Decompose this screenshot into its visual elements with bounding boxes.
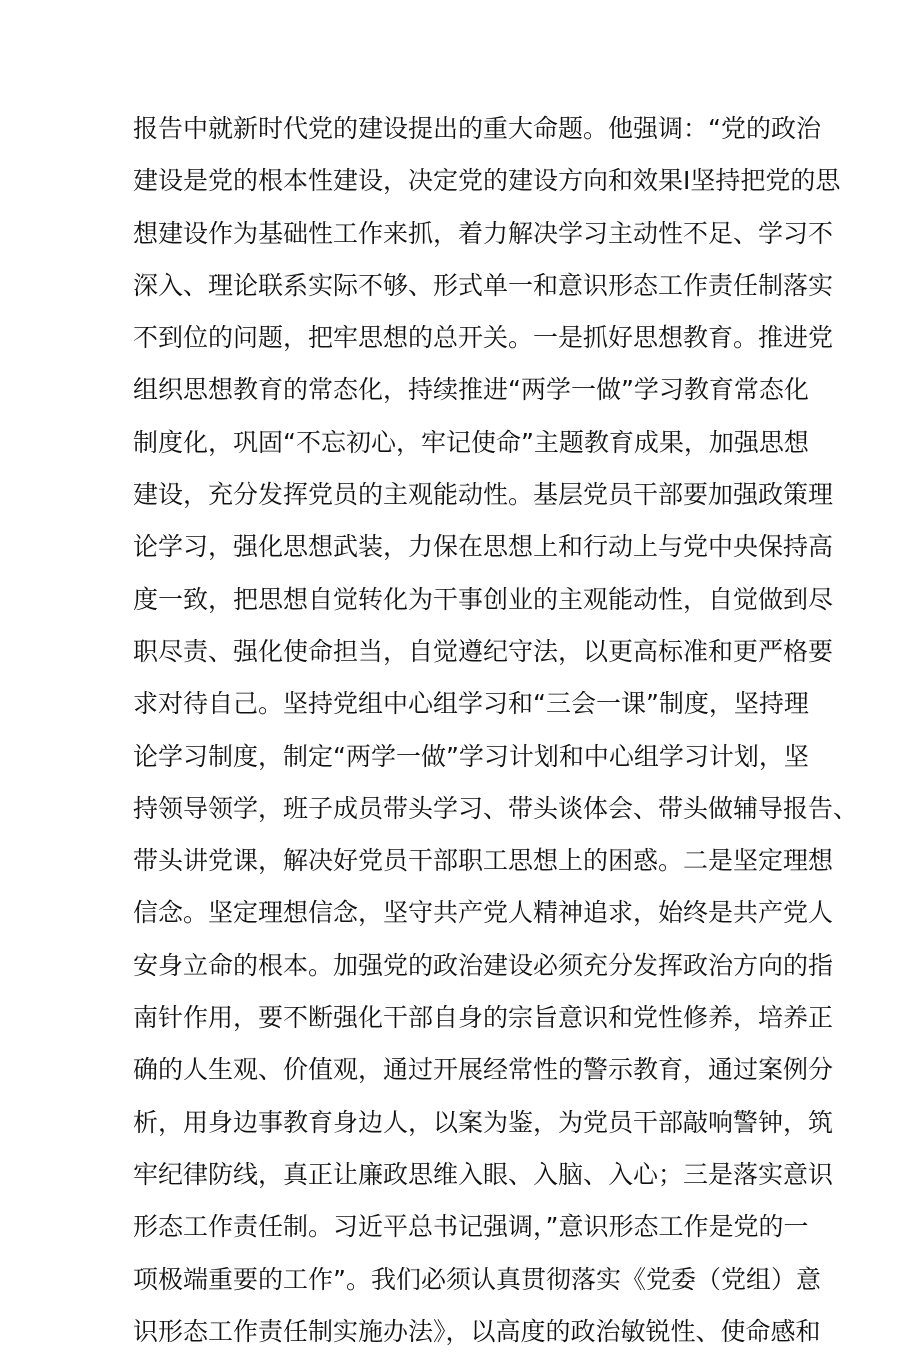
text-line-21: 牢纪律防线，真正让廉政思维入眼、入脑、入心；三是落实意识 (133, 1159, 834, 1189)
text-line-13: 论学习制度，制定“两学一做”学习计划和中心组学习计划，坚 (133, 741, 809, 771)
text-line-2: 建设是党的根本性建设，决定党的建设方向和效果I坚持把党的思 (133, 166, 841, 196)
text-line-4: 深入、理论联系实际不够、形式单一和意识形态工作责任制落实 (133, 270, 834, 300)
text-line-9: 论学习，强化思想武装，力保在思想上和行动上与党中央保持高 (133, 532, 834, 562)
text-line-5: 不到位的问题，把牢思想的总开关。一是抓好思想教育。推进党 (133, 323, 834, 353)
text-line-12: 求对待自己。坚持党组中心组学习和“三会一课”制度，坚持理 (133, 689, 809, 719)
text-line-16: 信念。坚定理想信念，坚守共产党人精神追求，始终是共产党人 (133, 898, 834, 928)
text-line-22: 形态工作责任制。习近平总书记强调，”意识形态工作是党的一 (133, 1212, 809, 1242)
text-line-17: 安身立命的根本。加强党的政治建设必须充分发挥政治方向的指 (133, 950, 834, 980)
text-line-23: 项极端重要的工作”。我们必须认真贯彻落实《党委（党组）意 (133, 1264, 821, 1294)
text-line-24: 识形态工作责任制实施办法》，以高度的政治敏锐性、使命感和 (133, 1316, 821, 1346)
text-line-18: 南针作用，要不断强化干部自身的宗旨意识和党性修养，培养正 (133, 1003, 834, 1033)
text-line-7: 制度化，巩固“不忘初心，牢记使命”主题教育成果，加强思想 (133, 427, 809, 457)
text-line-11: 职尽责、强化使命担当，自觉遵纪守法，以更高标准和更严格要 (133, 636, 834, 666)
text-line-10: 度一致，把思想自觉转化为干事创业的主观能动性，自觉做到尽 (133, 584, 834, 614)
text-line-6: 组织思想教育的常态化，持续推进“两学一做”学习教育常态化 (133, 375, 809, 405)
text-line-1: 报告中就新时代党的建设提出的重大命题。他强调：“党的政治 (133, 114, 821, 143)
body-paragraph (133, 103, 859, 1358)
text-line-19: 确的人生观、价值观，通过开展经常性的警示教育，通过案例分 (133, 1055, 834, 1085)
text-line-3: 想建设作为基础性工作来抓，着力解决学习主动性不足、学习不 (133, 218, 834, 248)
text-line-15: 带头讲党课，解决好党员干部职工思想上的困惑。二是坚定理想 (133, 846, 834, 876)
text-line-8: 建设，充分发挥党员的主观能动性。基层党员干部要加强政策理 (133, 480, 834, 510)
text-line-20: 析，用身边事教育身边人，以案为鉴，为党员干部敲响警钟，筑 (133, 1107, 834, 1137)
text-line-14: 持领导领学，班子成员带头学习、带头谈体会、带头做辅导报告、 (133, 793, 859, 823)
